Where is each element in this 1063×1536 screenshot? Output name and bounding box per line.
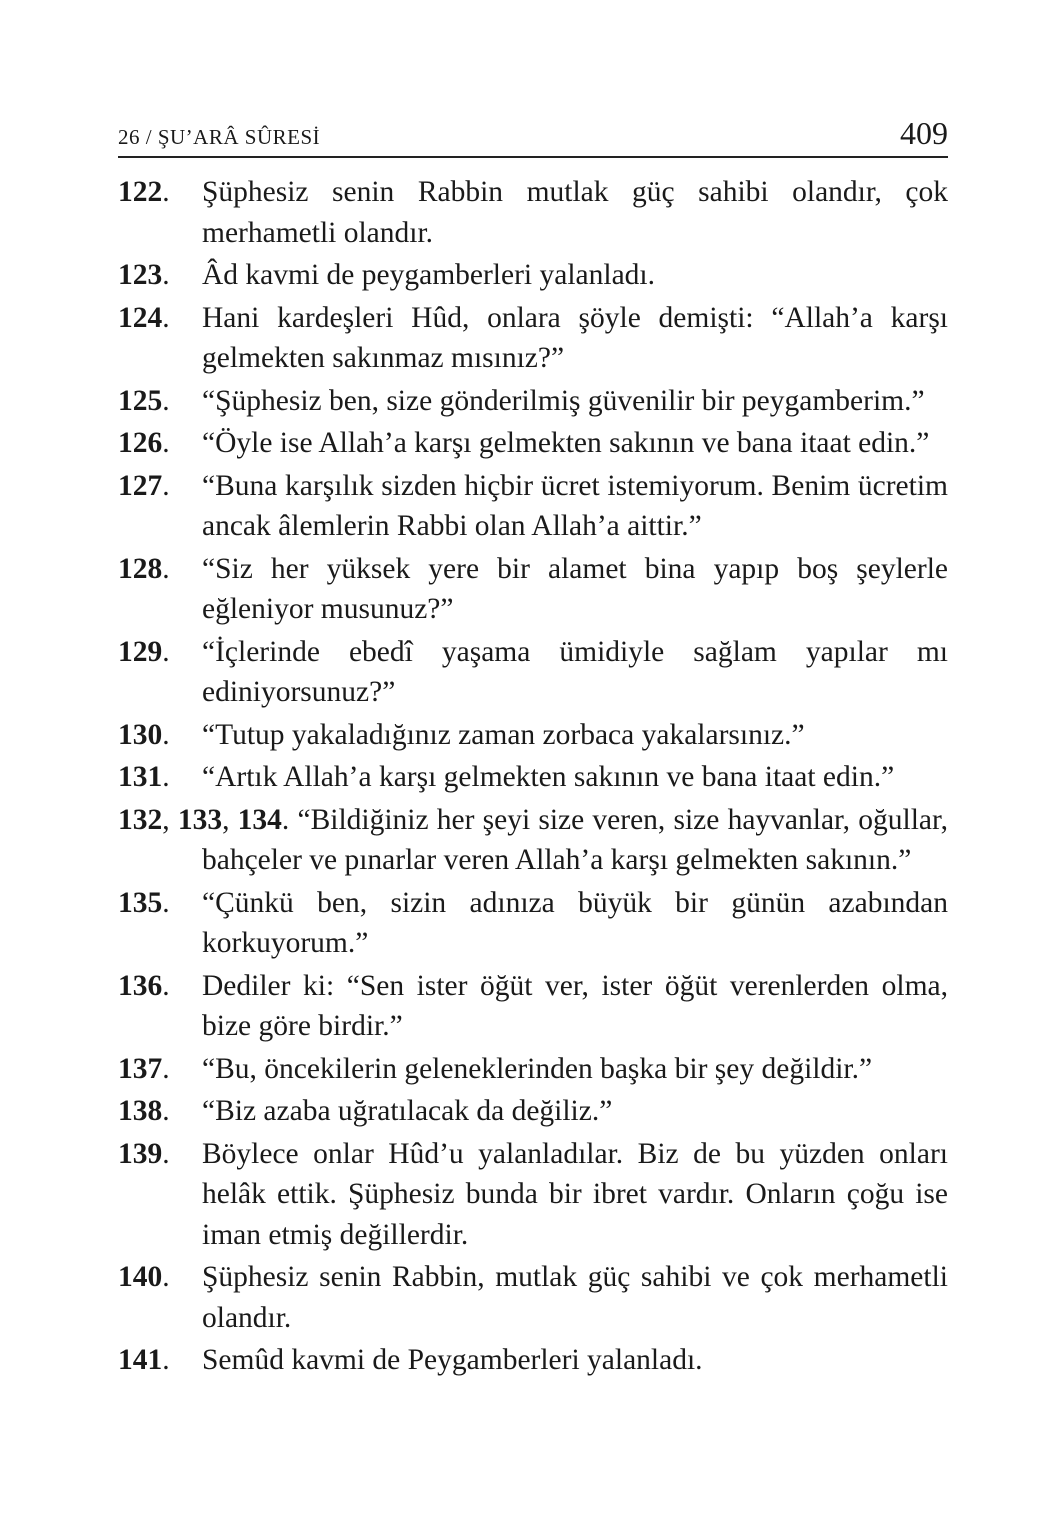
verse: 130. “Tutup yakaladığınız zaman zorbaca yakalarsınız.” — [118, 718, 805, 751]
verse-list — [118, 172, 948, 1381]
verse: 141. Semûd kavmi de Peygamberleri yalanladı. — [118, 1344, 703, 1376]
verse-number: 126 — [118, 427, 163, 459]
verse-text: “Siz her yüksek yere bir alamet bina yapıp boş şeylerle eğleniyor musunuz?” — [202, 552, 948, 625]
verse-number: 127 — [118, 469, 163, 502]
verse-text: Âd kavmi de peygamberleri yalanladı. — [202, 259, 655, 291]
verse-number: 125 — [118, 384, 163, 417]
verse: 131. “Artık Allah’a karşı gelmekten sakının ve bana itaat edin.” — [118, 761, 895, 793]
verse-text: “Şüphesiz ben, size gönderilmiş güvenilir bir peygamberim.” — [202, 384, 925, 417]
verse-number: 141 — [118, 1344, 163, 1376]
verse-number: 136 — [118, 969, 163, 1002]
verse-number: 124 — [118, 301, 163, 334]
verse-text: “Artık Allah’a karşı gelmekten sakının ve bana itaat edin.” — [202, 761, 895, 793]
verse: 126. “Öyle ise Allah’a karşı gelmekten sakının ve bana itaat edin.” — [118, 427, 930, 459]
verse-text: Şüphesiz senin Rabbin, mutlak güç sahibi ve çok merhametli olandır. — [202, 1261, 948, 1334]
verse-number: 139 — [118, 1137, 163, 1170]
verse: 137. “Bu, öncekilerin geleneklerinden başka bir şey değildir.” — [118, 1052, 873, 1085]
verse-number: 138 — [118, 1095, 163, 1127]
verse-number: 130 — [118, 718, 163, 751]
verse: 129. “İçlerinde ebedî yaşama ümidiyle sağlam yapılar mı ediniyorsunuz?” — [118, 635, 948, 708]
verse: 139. Böylece onlar Hûd’u yalanladılar. Biz de bu yüzden onları helâk ettik. Şüphesiz bunda bir ibret vardır. Onların çoğu ise iman etmiş değillerdir. — [118, 1137, 948, 1251]
verse: 136. Dediler ki: “Sen ister öğüt ver, ister öğüt verenlerden olma, bize göre birdir.” — [118, 969, 948, 1042]
verse-number: 123 — [118, 259, 163, 291]
verse-text: “İçlerinde ebedî yaşama ümidiyle sağlam yapılar mı ediniyorsunuz?” — [202, 635, 948, 708]
verse-number: 137 — [118, 1052, 163, 1085]
verse-number: 129 — [118, 635, 163, 668]
verse-text: “Biz azaba uğratılacak da değiliz.” — [202, 1095, 613, 1127]
verse-number: 122 — [118, 176, 163, 208]
verse: 127. “Buna karşılık sizden hiçbir ücret istemiyorum. Benim ücretim ancak âlemlerin Rabbi olan Allah’a aittir.” — [118, 469, 948, 542]
page — [118, 112, 948, 1383]
running-title: 26 / ŞU’ARÂ SÛRESİ — [118, 125, 321, 149]
verse-text: “Tutup yakaladığınız zaman zorbaca yakalarsınız.” — [202, 718, 805, 751]
verse-text: “Bu, öncekilerin geleneklerinden başka bir şey değildir.” — [202, 1052, 873, 1085]
verse-number: 140 — [118, 1261, 163, 1293]
verse-text: “Bildiğiniz her şeyi size veren, size hayvanlar, oğullar, bahçeler ve pınarlar veren Allah’a karşı gelmekten sakının.” — [202, 803, 949, 876]
verse-number: 131 — [118, 761, 163, 793]
verse-text: Hani kardeşleri Hûd, onlara şöyle demişti: “Allah’a karşı gelmekten sakınmaz mısınız?” — [202, 301, 948, 374]
verse: 124. Hani kardeşleri Hûd, onlara şöyle demişti: “Allah’a karşı gelmekten sakınmaz mısınız?” — [118, 301, 948, 374]
page-number: 409 — [900, 115, 948, 151]
verse-text: “Öyle ise Allah’a karşı gelmekten sakının ve bana itaat edin.” — [202, 427, 930, 459]
verse-number: 132 — [118, 803, 163, 836]
verse-text: “Buna karşılık sizden hiçbir ücret istemiyorum. Benim ücretim ancak âlemlerin Rabbi olan Allah’a aittir.” — [202, 469, 948, 542]
verse-text: Dediler ki: “Sen ister öğüt ver, ister öğüt verenlerden olma, bize göre birdir.” — [202, 969, 948, 1042]
verse: 122. Şüphesiz senin Rabbin mutlak güç sahibi olandır, çok merhametli olandır. — [118, 176, 948, 249]
verse-text: Şüphesiz senin Rabbin mutlak güç sahibi olandır, çok merhametli olandır. — [202, 176, 948, 249]
verse-text: “Çünkü ben, sizin adınıza büyük bir günün azabından korkuyorum.” — [202, 886, 948, 959]
verse-number: 133 — [177, 803, 223, 836]
page-header — [118, 112, 948, 158]
verse: 128. “Siz her yüksek yere bir alamet bina yapıp boş şeylerle eğleniyor musunuz?” — [118, 552, 948, 625]
verse-text: Semûd kavmi de Peygamberleri yalanladı. — [202, 1344, 703, 1376]
verse-number: 134 — [237, 803, 282, 836]
verse-group: 132, 133, 134. “Bildiğiniz her şeyi size veren, size hayvanlar, oğullar, bahçeler ve pınarlar veren Allah’a karşı gelmekten sakının.” — [118, 803, 949, 876]
verse: 135. “Çünkü ben, sizin adınıza büyük bir günün azabından korkuyorum.” — [118, 886, 948, 959]
verse: 125. “Şüphesiz ben, size gönderilmiş güvenilir bir peygamberim.” — [118, 384, 925, 417]
verse-number: 135 — [118, 886, 163, 919]
verse: 140. Şüphesiz senin Rabbin, mutlak güç sahibi ve çok merhametli olandır. — [118, 1261, 948, 1334]
verse-number: 128 — [118, 552, 163, 585]
verse: 123. Âd kavmi de peygamberleri yalanladı. — [118, 259, 655, 291]
verse-text: Böylece onlar Hûd’u yalanladılar. Biz de bu yüzden onları helâk ettik. Şüphesiz bunda bir ibret vardır. Onların çoğu ise iman etmiş değillerdir. — [202, 1137, 948, 1251]
verse: 138. “Biz azaba uğratılacak da değiliz.” — [118, 1095, 613, 1127]
